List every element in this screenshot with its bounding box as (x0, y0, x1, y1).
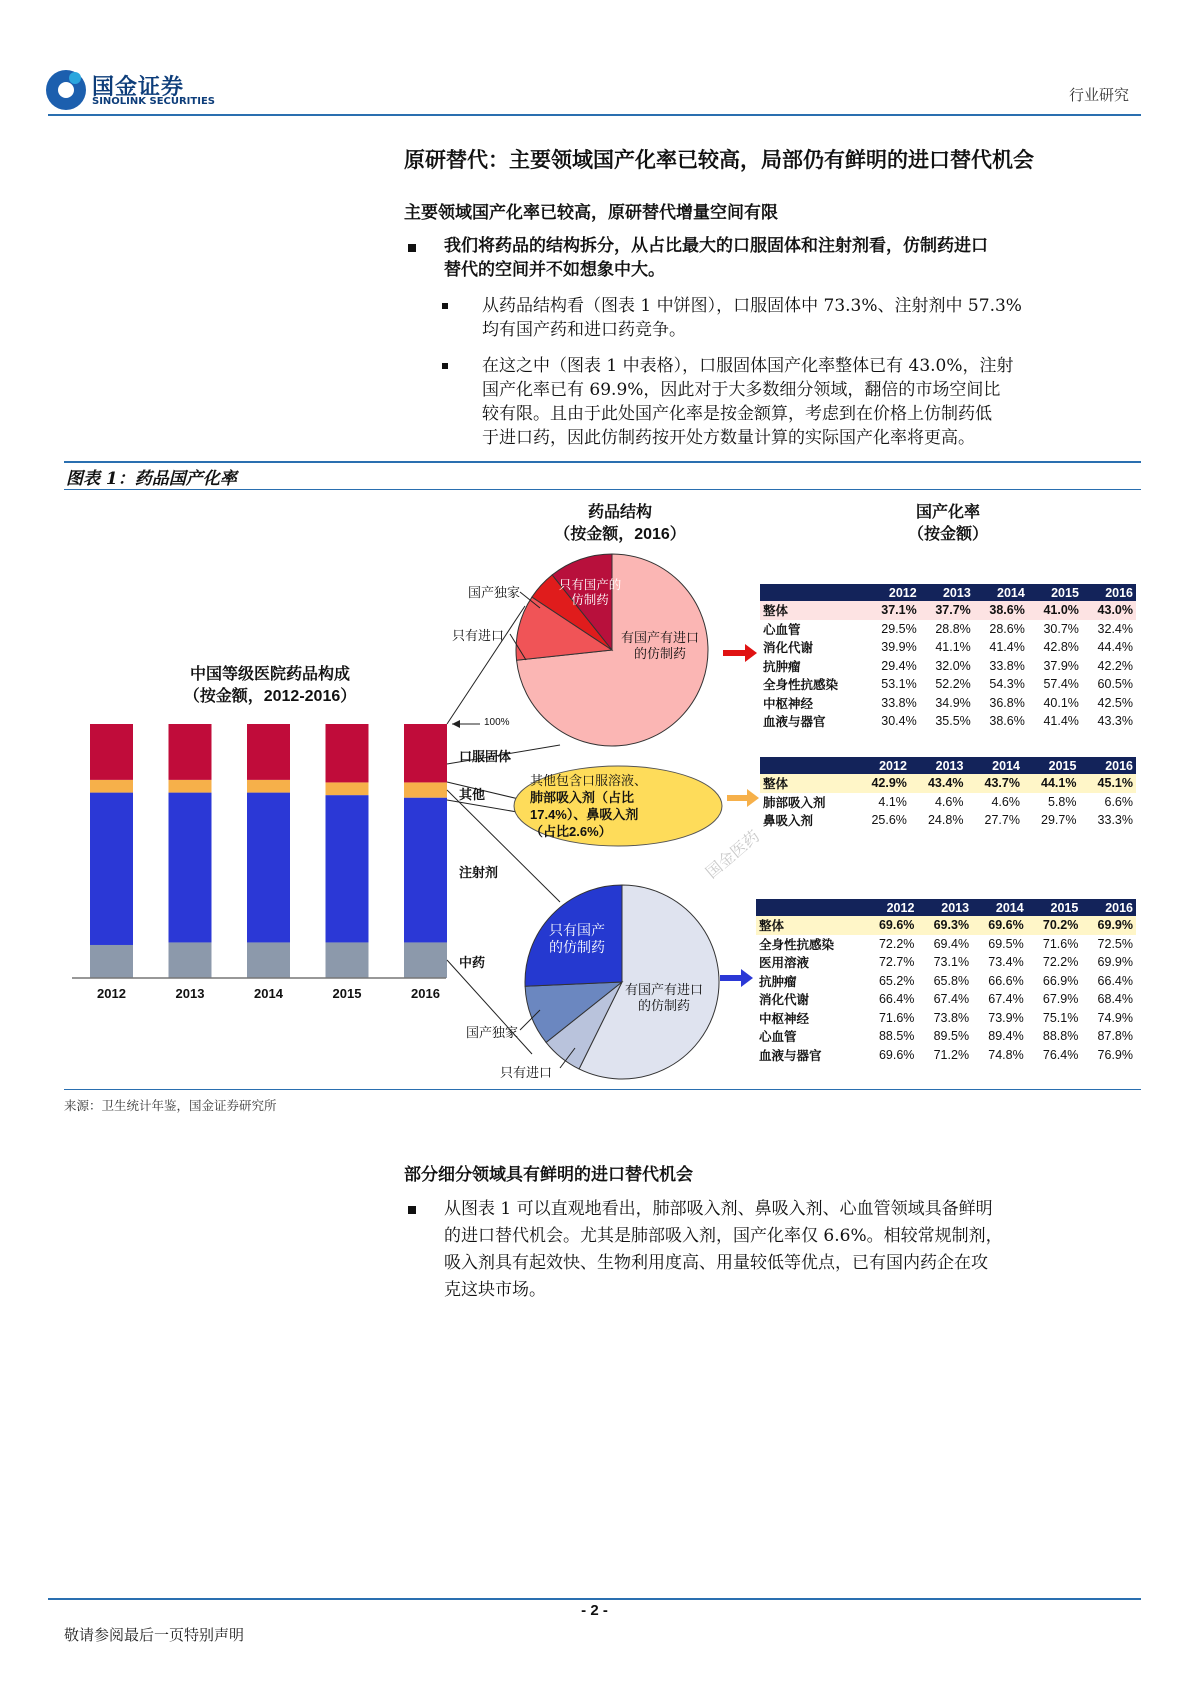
table-header-cell: 2012 (853, 757, 910, 774)
table-cell: 72.2% (1042, 955, 1079, 970)
watermark: 国金医药 (703, 827, 764, 883)
table-row (760, 774, 1136, 793)
table-cell: 52.2% (935, 677, 971, 692)
table-cell: 4.6% (934, 794, 964, 809)
table-cell: 65.2% (878, 973, 915, 988)
table-cell: 72.7% (878, 955, 915, 970)
table-cell: 38.6% (989, 714, 1025, 729)
bar-segment (404, 942, 447, 978)
table-row-label: 血液与器官 (763, 715, 826, 730)
pie2-label-exclusive: 国产独家 (466, 1025, 519, 1040)
table-cell: 69.6% (878, 1047, 915, 1062)
sub-bullet-line: 在这之中（图表 1 中表格），口服固体国产化率整体已有 43.0%，注射 (482, 356, 1014, 376)
table-row-label: 鼻吸入剂 (763, 814, 814, 829)
orange-arrow-icon (727, 789, 759, 807)
table-cell: 33.8% (989, 658, 1025, 673)
table-header-cell: 2015 (1023, 757, 1080, 774)
table-cell: 43.7% (966, 774, 1023, 793)
bar-segment (404, 798, 447, 943)
bar-segment (326, 782, 369, 795)
table-cell: 42.9% (853, 774, 910, 793)
table-cell: 67.9% (1042, 992, 1079, 1007)
table-header-cell: 2014 (966, 757, 1023, 774)
table-header-cell: 2012 (863, 899, 918, 916)
series-label-tcm: 中药 (459, 955, 486, 970)
table-cell: 41.0% (1028, 601, 1082, 620)
table-row-label: 中枢神经 (763, 696, 814, 711)
top-arrow-icon (452, 720, 460, 728)
table-cell: 69.9% (1081, 916, 1136, 935)
bar-segment (247, 942, 290, 978)
table-cell: 29.5% (881, 621, 917, 636)
table-cell: 72.2% (878, 936, 915, 951)
table-cell: 72.5% (1097, 936, 1133, 951)
table-row (760, 601, 1136, 620)
table-row-label: 心血管 (759, 1030, 797, 1045)
footer-disclaimer: 敬请参阅最后一页特别声明 (64, 1626, 245, 1644)
page-number: - 2 - (581, 1602, 608, 1619)
table-cell: 34.9% (935, 695, 971, 710)
subsection-title-2: 部分细分领域具有鲜明的进口替代机会 (404, 1165, 693, 1185)
table-header-cell: 2015 (1027, 899, 1082, 916)
table-cell: 41.4% (1043, 714, 1079, 729)
table-row (760, 712, 1136, 731)
table-header-cell: 2013 (917, 899, 972, 916)
table-row-label: 整体 (760, 601, 866, 620)
table-cell: 67.4% (988, 992, 1024, 1007)
stacked-bar-chart (72, 720, 480, 978)
table-cell: 69.6% (972, 916, 1027, 935)
rate-title-line: 国产化率 (915, 504, 980, 521)
table-cell: 37.9% (1043, 658, 1079, 673)
table-cell: 89.5% (933, 1029, 970, 1044)
table-row (756, 1027, 1136, 1046)
table-row-label: 医用溶液 (759, 956, 810, 971)
other-bubble-line: 肺部吸入剂（占比 (530, 790, 635, 805)
table-cell: 44.1% (1023, 774, 1080, 793)
table-header-cell: 2014 (972, 899, 1027, 916)
table-cell: 32.0% (935, 658, 971, 673)
bullet-1-line: 我们将药品的结构拆分，从占比最大的口服固体和注射剂看，仿制药进口 (444, 236, 988, 256)
sub-bullet-line: 国产化率已有 69.9%，因此对于大多数细分领域，翻倍的市场空间比 (482, 380, 1001, 400)
pie2-label-domestic-only: 只有国产的仿制药 (549, 922, 605, 955)
table-cell: 43.0% (1082, 601, 1136, 620)
table-row-label: 整体 (760, 774, 853, 793)
table-cell: 71.6% (1042, 936, 1079, 951)
bullet-2 (444, 1196, 1003, 1304)
table-row-label: 肺部吸入剂 (763, 795, 826, 810)
table-cell: 88.5% (878, 1029, 915, 1044)
table-cell: 69.9% (1097, 955, 1133, 970)
table-cell: 71.2% (933, 1047, 970, 1062)
other-bubble-text (530, 772, 706, 840)
footer-divider (48, 1598, 1141, 1600)
table-cell: 30.4% (881, 714, 917, 729)
bullet-2-line: 吸入剂具有起效快、生物利用度高、用量较低等优点，已有国内药企在攻 (444, 1253, 988, 1273)
table-cell: 28.8% (935, 621, 971, 636)
section-title: 原研替代：主要领域国产化率已较高，局部仍有鲜明的进口替代机会 (404, 147, 1034, 172)
table-cell: 38.6% (974, 601, 1028, 620)
pie2-label-both: 有国产有进口的仿制药 (624, 982, 703, 1013)
report-category: 行业研究 (1068, 86, 1129, 104)
table-cell: 60.5% (1097, 677, 1133, 692)
table-header-cell: 2014 (974, 584, 1028, 601)
bar-segment (169, 793, 212, 943)
table-cell: 67.4% (933, 992, 970, 1007)
table-cell: 74.9% (1097, 1010, 1133, 1025)
table-row (760, 811, 1136, 830)
table-cell: 69.6% (863, 916, 918, 935)
table-cell: 65.8% (933, 973, 970, 988)
pie1-label-domestic-only: 只有国产的仿制药 (558, 578, 622, 607)
table-cell: 66.4% (1097, 973, 1133, 988)
table-header-cell: 2015 (1028, 584, 1082, 601)
table-cell: 54.3% (989, 677, 1025, 692)
table-cell: 42.5% (1097, 695, 1133, 710)
oral-rate-table (760, 584, 1136, 731)
bar-segment (326, 942, 369, 978)
table-row-label: 整体 (756, 916, 863, 935)
series-label-oral: 口服固体 (459, 749, 512, 764)
table-cell: 41.4% (989, 640, 1025, 655)
table-cell: 36.8% (989, 695, 1025, 710)
bar-x-label: 2012 (97, 986, 126, 1001)
table-cell: 5.8% (1047, 794, 1077, 809)
other-rate-table (760, 757, 1136, 830)
series-label-injection: 注射剂 (459, 865, 499, 880)
table-row-label: 血液与器官 (759, 1048, 822, 1063)
table-row (760, 694, 1136, 713)
table-cell: 25.6% (871, 813, 907, 828)
blue-arrow-icon (720, 969, 753, 987)
table-cell: 33.8% (881, 695, 917, 710)
pie-title-line: 药品结构 (587, 504, 652, 521)
table-cell: 37.7% (920, 601, 974, 620)
red-arrow-icon (723, 644, 757, 662)
table-cell: 43.3% (1097, 714, 1133, 729)
table-cell: 33.3% (1097, 813, 1133, 828)
table-cell: 45.1% (1079, 774, 1136, 793)
table-row (756, 1009, 1136, 1028)
table-cell: 73.1% (933, 955, 970, 970)
table-cell: 44.4% (1097, 640, 1133, 655)
table-cell: 39.9% (881, 640, 917, 655)
table-corner (760, 584, 866, 601)
other-bubble-line: 其他包含口服溶液、 (530, 773, 648, 788)
table-header-cell: 2016 (1082, 584, 1136, 601)
other-bubble-line: 17.4%）、鼻吸入剂 (530, 807, 639, 822)
table-cell: 66.6% (988, 973, 1024, 988)
pie2-label-import-only: 只有进口 (500, 1065, 553, 1080)
table-cell: 69.3% (917, 916, 972, 935)
table-cell: 88.8% (1042, 1029, 1079, 1044)
connector-line (447, 606, 525, 724)
table-cell: 40.1% (1043, 695, 1079, 710)
bar-top-label: 100% (484, 717, 510, 728)
figure-bottom-divider (64, 1089, 1141, 1090)
bullet-marker (408, 1206, 416, 1214)
table-row (756, 916, 1136, 935)
table-row-label: 中枢神经 (759, 1011, 810, 1026)
table-row (760, 620, 1136, 639)
bar-x-label: 2013 (175, 986, 205, 1001)
table-cell: 66.9% (1042, 973, 1079, 988)
sub-bullet-line: 从药品结构看（图表 1 中饼图），口服固体中 73.3%、注射剂中 57.3% (482, 296, 1022, 316)
bar-segment (326, 724, 369, 782)
table-cell: 29.7% (1041, 813, 1077, 828)
other-bubble-line: （占比2.6%） (530, 824, 612, 839)
table-header-cell: 2016 (1081, 899, 1136, 916)
table-cell: 74.8% (988, 1047, 1024, 1062)
table-cell: 87.8% (1097, 1029, 1133, 1044)
bullet-1-line: 替代的空间并不如想象中大。 (444, 260, 665, 280)
table-cell: 41.1% (935, 640, 971, 655)
table-row-label: 消化代谢 (763, 641, 814, 656)
bar-segment (169, 724, 212, 780)
table-cell: 69.4% (933, 936, 970, 951)
table-header-cell: 2016 (1079, 757, 1136, 774)
table-cell: 29.4% (881, 658, 917, 673)
logo-en: SINOLINK SECURITIES (92, 96, 215, 107)
bar-segment (169, 942, 212, 978)
table-row (760, 638, 1136, 657)
table-row (756, 1046, 1136, 1065)
pie1-label-exclusive: 国产独家 (468, 585, 521, 600)
table-row-label: 心血管 (763, 622, 801, 637)
table-row-label: 全身性抗感染 (759, 937, 835, 952)
bar-segment (404, 724, 447, 782)
pie1-label-import-only: 只有进口 (452, 628, 505, 643)
pie-title-line: （按金额，2016） (554, 526, 686, 543)
logo-cn: 国金证券 (92, 75, 185, 100)
table-cell: 70.2% (1027, 916, 1082, 935)
bar-chart-title-line: 中国等级医院药品构成 (189, 666, 350, 683)
subsection-title-1: 主要领域国产化率已较高，原研替代增量空间有限 (404, 203, 778, 223)
table-row (756, 990, 1136, 1009)
table-cell: 37.1% (866, 601, 920, 620)
table-corner (756, 899, 863, 916)
table-row-label: 抗肿瘤 (763, 659, 801, 674)
table-cell: 4.1% (878, 794, 907, 809)
sub-bullet-line: 于进口药，因此仿制药按开处方数量计算的实际国产化率将更高。 (482, 428, 975, 448)
table-cell: 73.8% (933, 1010, 970, 1025)
bar-segment (247, 780, 290, 793)
sub-bullet-line: 均有国产药和进口药竞争。 (482, 320, 686, 340)
table-cell: 68.4% (1097, 992, 1133, 1007)
bar-segment (247, 793, 290, 943)
table-row (756, 953, 1136, 972)
table-row (756, 935, 1136, 954)
table-row (760, 675, 1136, 694)
bullet-2-line: 的进口替代机会。尤其是肺部吸入剂，国产化率仅 6.6%。相较常规制剂， (444, 1226, 1003, 1246)
bar-chart-subtitle: （按金额，2012-2016） (183, 688, 357, 705)
table-cell: 76.9% (1097, 1047, 1133, 1062)
table-cell: 57.4% (1043, 677, 1079, 692)
bullet-2-line: 从图表 1 可以直观地看出，肺部吸入剂、鼻吸入剂、心血管领域具备鲜明 (444, 1199, 993, 1219)
bullet-2-line: 克这块市场。 (444, 1280, 546, 1300)
table-cell: 30.7% (1043, 621, 1079, 636)
bar-x-label: 2014 (254, 986, 283, 1001)
injection-rate-table (756, 899, 1136, 1064)
bar-segment (247, 724, 290, 780)
table-cell: 53.1% (881, 677, 917, 692)
table-header-cell: 2013 (910, 757, 967, 774)
rate-title-line: （按金额） (907, 526, 988, 543)
table-cell: 4.6% (991, 794, 1020, 809)
table-cell: 32.4% (1097, 621, 1133, 636)
table-cell: 42.2% (1097, 658, 1133, 673)
table-row (760, 793, 1136, 812)
bar-segment (90, 945, 133, 978)
table-cell: 27.7% (984, 813, 1020, 828)
table-cell: 42.8% (1043, 640, 1079, 655)
bar-segment (404, 782, 447, 797)
table-cell: 73.4% (988, 955, 1024, 970)
table-cell: 24.8% (927, 813, 964, 828)
sub-bullet-line: 较有限。且由于此处国产化率是按金额算，考虑到在价格上仿制药低 (482, 404, 992, 424)
bar-segment (90, 724, 133, 780)
bar-x-label: 2016 (411, 986, 440, 1001)
table-cell: 69.5% (988, 936, 1024, 951)
table-cell: 73.9% (988, 1010, 1024, 1025)
pie1-label-both: 有国产有进口的仿制药 (620, 630, 699, 661)
table-header-cell: 2013 (920, 584, 974, 601)
table-row (760, 657, 1136, 676)
bar-segment (90, 780, 133, 793)
bar-segment (326, 795, 369, 942)
table-row-label: 抗肿瘤 (759, 974, 797, 989)
table-row-label: 消化代谢 (759, 993, 810, 1008)
table-header-cell: 2012 (866, 584, 920, 601)
bar-x-label: 2015 (332, 986, 362, 1001)
table-cell: 6.6% (1104, 794, 1133, 809)
figure-source: 来源：卫生统计年鉴，国金证券研究所 (64, 1098, 277, 1113)
table-cell: 71.6% (878, 1010, 915, 1025)
bar-segment (90, 793, 133, 945)
table-cell: 28.6% (989, 621, 1025, 636)
table-cell: 35.5% (935, 714, 971, 729)
table-row (756, 972, 1136, 991)
figure-title: 图表 1：药品国产化率 (66, 469, 237, 489)
table-cell: 76.4% (1042, 1047, 1079, 1062)
table-cell: 43.4% (910, 774, 967, 793)
table-cell: 66.4% (878, 992, 915, 1007)
table-cell: 89.4% (988, 1029, 1024, 1044)
table-corner (760, 757, 853, 774)
bar-segment (169, 780, 212, 793)
series-label-other: 其他 (459, 787, 486, 802)
table-row-label: 全身性抗感染 (763, 678, 839, 693)
table-cell: 75.1% (1042, 1010, 1079, 1025)
